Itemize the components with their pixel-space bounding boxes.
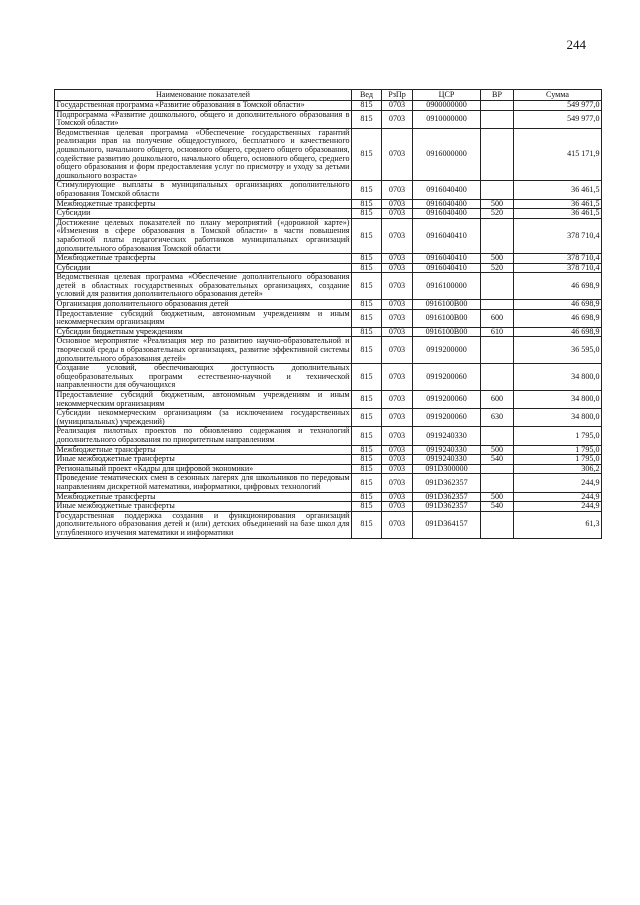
table-row (55, 218, 602, 253)
row-ved: 815 (352, 492, 382, 502)
header-vr: ВР (481, 90, 514, 101)
row-vr: 520 (481, 263, 514, 273)
row-ved: 815 (352, 199, 382, 209)
row-csr: 0916100В00 (413, 309, 481, 327)
row-vr: 500 (481, 199, 514, 209)
row-ved: 815 (352, 464, 382, 474)
row-rzpr: 0703 (382, 309, 413, 327)
table-row (55, 110, 602, 128)
row-name: Субсидии (55, 209, 352, 219)
row-sum: 46 698,9 (514, 300, 602, 310)
row-ved: 815 (352, 110, 382, 128)
row-vr (481, 300, 514, 310)
row-vr: 520 (481, 209, 514, 219)
row-rzpr: 0703 (382, 101, 413, 111)
row-sum: 1 795,0 (514, 427, 602, 445)
row-sum: 378 710,4 (514, 218, 602, 253)
row-sum: 36 461,5 (514, 181, 602, 199)
row-csr: 0919200060 (413, 364, 481, 391)
row-ved: 815 (352, 263, 382, 273)
row-ved: 815 (352, 101, 382, 111)
row-csr: 0919200060 (413, 409, 481, 427)
row-ved: 815 (352, 445, 382, 455)
row-rzpr: 0703 (382, 511, 413, 538)
row-csr: 0910000000 (413, 110, 481, 128)
row-name: Ведомственная целевая программа «Обеспечение дополнительного образования детей в областных государственных образовательных организациях, создание условий для развития дополнительного образования детей» (56, 272, 350, 299)
row-vr (481, 364, 514, 391)
row-ved: 815 (352, 364, 382, 391)
table-row (55, 511, 602, 538)
row-sum: 415 171,9 (514, 128, 602, 181)
row-sum: 1 795,0 (514, 445, 602, 455)
row-rzpr: 0703 (382, 364, 413, 391)
row-sum: 378 710,4 (514, 263, 602, 273)
table-row (55, 427, 602, 445)
row-rzpr: 0703 (382, 409, 413, 427)
header-ved: Вед (352, 90, 382, 101)
row-vr (481, 110, 514, 128)
row-name: Субсидии (55, 263, 352, 273)
row-vr: 630 (481, 409, 514, 427)
table-row (55, 128, 602, 181)
row-csr: 0916040400 (413, 199, 481, 209)
row-name: Межбюджетные трансферты (55, 254, 352, 264)
row-sum: 46 698,9 (514, 327, 602, 337)
row-name: Достижение целевых показателей по плану мероприятий («дорожной карте») «Изменения в сфере образования в Томской области» в части повышения заработной платы педагогических работников муниципальных организаций дополнительного образования Томской области (56, 217, 350, 253)
table-row (55, 337, 602, 364)
table-header-row (55, 90, 602, 101)
row-vr (481, 128, 514, 181)
row-vr: 600 (481, 391, 514, 409)
row-csr: 091D362357 (413, 474, 481, 492)
row-sum: 36 595,0 (514, 337, 602, 364)
row-rzpr: 0703 (382, 254, 413, 264)
table-body (55, 101, 602, 539)
header-csr: ЦСР (413, 90, 481, 101)
row-name: Стимулирующие выплаты в муниципальных организациях дополнительного образования Томской области (56, 180, 350, 198)
row-rzpr: 0703 (382, 263, 413, 273)
row-vr (481, 427, 514, 445)
row-csr: 0916100000 (413, 273, 481, 300)
row-vr (481, 474, 514, 492)
row-sum: 1 795,0 (514, 455, 602, 465)
row-sum: 36 461,5 (514, 209, 602, 219)
row-sum: 34 800,0 (514, 364, 602, 391)
row-sum: 549 977,0 (514, 110, 602, 128)
row-csr: 0916040400 (413, 209, 481, 219)
row-vr: 600 (481, 309, 514, 327)
row-sum: 34 800,0 (514, 409, 602, 427)
row-rzpr: 0703 (382, 128, 413, 181)
row-sum: 36 461,5 (514, 199, 602, 209)
row-ved: 815 (352, 181, 382, 199)
row-ved: 815 (352, 254, 382, 264)
row-name: Организация дополнительного образования детей (55, 300, 352, 310)
row-rzpr: 0703 (382, 427, 413, 445)
row-ved: 815 (352, 309, 382, 327)
row-rzpr: 0703 (382, 199, 413, 209)
row-sum: 378 710,4 (514, 254, 602, 264)
row-rzpr: 0703 (382, 327, 413, 337)
row-ved: 815 (352, 327, 382, 337)
row-csr: 091D362357 (413, 502, 481, 512)
header-name: Наименование показателей (55, 90, 352, 101)
row-name: Государственная поддержка создания и функционирования организаций дополнительного образования детей и (или) детских объединений на базе школ для углубленного изучения математики и информатики (56, 510, 350, 537)
row-name: Межбюджетные трансферты (55, 492, 352, 502)
row-ved: 815 (352, 455, 382, 465)
row-csr: 091D364157 (413, 511, 481, 538)
table-row (55, 300, 602, 310)
row-ved: 815 (352, 502, 382, 512)
row-ved: 815 (352, 391, 382, 409)
row-rzpr: 0703 (382, 445, 413, 455)
page-number: 244 (566, 37, 586, 52)
row-vr: 500 (481, 445, 514, 455)
row-rzpr: 0703 (382, 273, 413, 300)
row-sum: 244,9 (514, 474, 602, 492)
row-ved: 815 (352, 409, 382, 427)
table-row (55, 309, 602, 327)
row-vr (481, 464, 514, 474)
row-csr: 0916100В00 (413, 327, 481, 337)
row-vr (481, 218, 514, 253)
row-name: Межбюджетные трансферты (55, 445, 352, 455)
row-name: Субсидии бюджетным учреждениям (55, 327, 352, 337)
row-rzpr: 0703 (382, 391, 413, 409)
table-row (55, 502, 602, 512)
row-sum: 306,2 (514, 464, 602, 474)
row-csr: 091D300000 (413, 464, 481, 474)
row-sum: 549 977,0 (514, 101, 602, 111)
row-vr (481, 101, 514, 111)
row-rzpr: 0703 (382, 337, 413, 364)
row-ved: 815 (352, 273, 382, 300)
row-vr: 500 (481, 492, 514, 502)
row-csr: 0919240330 (413, 445, 481, 455)
row-name: Государственная программа «Развитие образования в Томской области» (55, 101, 352, 111)
row-rzpr: 0703 (382, 218, 413, 253)
table-row (55, 391, 602, 409)
row-name: Предоставление субсидий бюджетным, автономным учреждениям и иным некоммерческим организациям (56, 308, 350, 327)
row-name: Ведомственная целевая программа «Обеспечение государственных гарантий реализации прав на получение общедоступного, бесплатного и качественного дошкольного, начального общего, основного общего, среднего общего образования, содействие развитию дошкольного, начального общего, основного общего, среднего общего образования и форм предоставления услуг по присмотру и уходу за детьми дошкольного возраста» (56, 127, 350, 180)
row-name: Предоставление субсидий бюджетным, автономным учреждениям и иным некоммерческим организациям (56, 390, 350, 408)
table-row (55, 455, 602, 465)
row-ved: 815 (352, 209, 382, 219)
row-csr: 0916040410 (413, 218, 481, 253)
row-sum: 244,9 (514, 492, 602, 502)
row-csr: 0916040410 (413, 263, 481, 273)
row-rzpr: 0703 (382, 455, 413, 465)
header-rzpr: РзПр (382, 90, 413, 101)
table-row (55, 209, 602, 219)
row-rzpr: 0703 (382, 492, 413, 502)
row-csr: 0916100В00 (413, 300, 481, 310)
table-row (55, 409, 602, 427)
row-name: Иные межбюджетные трансферты (55, 502, 352, 512)
table-row (55, 474, 602, 492)
row-ved: 815 (352, 427, 382, 445)
budget-table (54, 89, 602, 539)
row-ved: 815 (352, 337, 382, 364)
table-row (55, 364, 602, 391)
row-csr: 0916040410 (413, 254, 481, 264)
row-vr: 610 (481, 327, 514, 337)
row-sum: 244,9 (514, 502, 602, 512)
row-csr: 0916000000 (413, 128, 481, 181)
row-name: Субсидии некоммерческим организациям (за исключением государственных (муниципальных) учреждений) (56, 408, 350, 426)
row-csr: 091D362357 (413, 492, 481, 502)
row-name: Реализация пилотных проектов по обновлению содержания и технологий дополнительного образования по приоритетным направлениям (56, 426, 350, 444)
table-row (55, 101, 602, 111)
row-name: Межбюджетные трансферты (55, 199, 352, 209)
row-vr (481, 511, 514, 538)
row-name: Подпрограмма «Развитие дошкольного, общего и дополнительного образования в Томской области» (56, 109, 350, 128)
row-rzpr: 0703 (382, 502, 413, 512)
row-rzpr: 0703 (382, 474, 413, 492)
row-name: Региональный проект «Кадры для цифровой экономики» (55, 464, 352, 474)
row-csr: 0919240330 (413, 455, 481, 465)
header-sum: Сумма (514, 90, 602, 101)
row-vr (481, 273, 514, 300)
row-sum: 34 800,0 (514, 391, 602, 409)
row-csr: 0900000000 (413, 101, 481, 111)
table-row (55, 181, 602, 199)
table-row (55, 199, 602, 209)
row-vr (481, 181, 514, 199)
row-name: Основное мероприятие «Реализация мер по развитию научно-образовательной и творческой среды в образовательных организациях, развитие эффективной системы дополнительного образования детей» (56, 336, 350, 363)
row-rzpr: 0703 (382, 209, 413, 219)
row-sum: 61,3 (514, 511, 602, 538)
row-sum: 46 698,9 (514, 309, 602, 327)
row-ved: 815 (352, 218, 382, 253)
row-vr (481, 337, 514, 364)
row-ved: 815 (352, 300, 382, 310)
row-name: Проведение тематических смен в сезонных лагерях для школьников по передовым направлениям дискретной математики, информатики, цифровых технологий (56, 473, 350, 491)
row-csr: 0919200060 (413, 391, 481, 409)
row-sum: 46 698,9 (514, 273, 602, 300)
table-row (55, 254, 602, 264)
row-ved: 815 (352, 511, 382, 538)
row-vr: 540 (481, 502, 514, 512)
row-csr: 0916040400 (413, 181, 481, 199)
row-vr: 540 (481, 455, 514, 465)
row-rzpr: 0703 (382, 110, 413, 128)
row-rzpr: 0703 (382, 181, 413, 199)
row-rzpr: 0703 (382, 464, 413, 474)
row-name: Иные межбюджетные трансферты (55, 455, 352, 465)
row-csr: 0919200000 (413, 337, 481, 364)
row-vr: 500 (481, 254, 514, 264)
row-csr: 0919240330 (413, 427, 481, 445)
row-ved: 815 (352, 128, 382, 181)
row-ved: 815 (352, 474, 382, 492)
row-name: Создание условий, обеспечивающих доступность дополнительных общеобразовательных программ естественно-научной и технической направленности для обучающихся (56, 363, 350, 390)
table-row (55, 273, 602, 300)
row-rzpr: 0703 (382, 300, 413, 310)
